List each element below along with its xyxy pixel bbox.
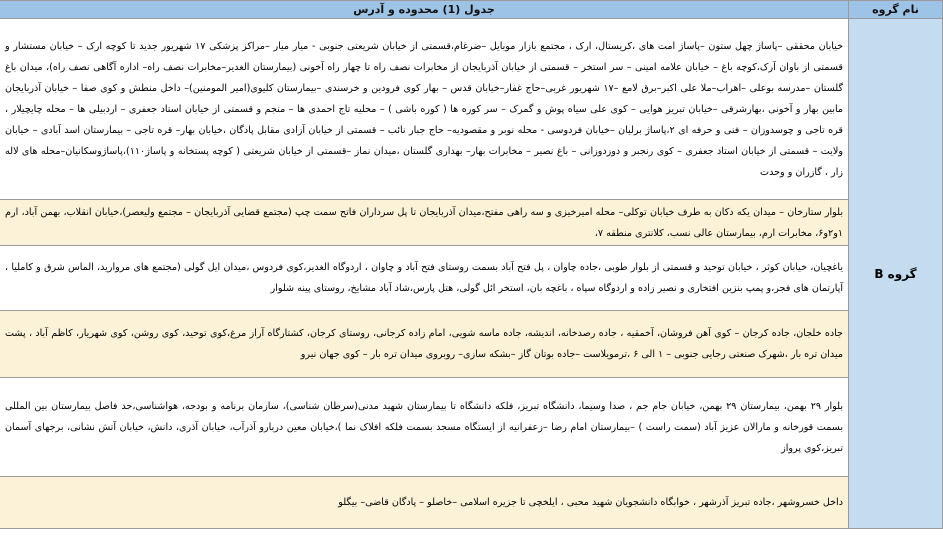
area-text: بلوار ۲۹ بهمن، بیمارستان ۲۹ بهمن، خیابان جام جم ، صدا وسیما، دانشگاه تبریز، فلکه دانشگاه تا بیمارستان شهید مدنی(سرطان شناسی)، سازمان برنامه و بودجه، هواشناسی،حد فاصل بیمارستان بین المللی بسمت قورخانه و مارالان عزیز آباد (سمت راست ) –بیمارستان امام رضا –زعفرانیه از ایستگاه مسجد بسمت فلکه افلاک نما )،خیابان معین دربارو آذرآب، خیابان آذری، دانش، خیابان آتش نشانی، برجهای آسمان تبریز،کوی پرواز [5, 400, 843, 454]
group-name-cell [849, 19, 943, 529]
area-cell [0, 378, 849, 477]
area-cell [0, 477, 849, 529]
area-text: داخل خسروشهر ،جاده تبریز آذرشهر ، خوابگاه دانشجویان شهید محبی ، ایلخچی تا جزیره اسلامی –خاصلو – پادگان قاضی– بیگلو [338, 497, 843, 508]
header-row [0, 1, 943, 19]
area-cell [0, 19, 849, 200]
area-cell [0, 246, 849, 311]
table-row [0, 378, 943, 477]
area-cell [0, 200, 849, 246]
group-name: گروه B [874, 266, 917, 281]
area-column-header: جدول (1) محدوده و آدرس [0, 1, 849, 19]
table-row [0, 477, 943, 529]
table-row [0, 200, 943, 246]
area-text: بلوار ستارخان – میدان یکه دکان به طرف خیابان توکلی– محله امیرخیزی و سه راهی مفتح،میدان آذربایجان تا پل سرداران فاتح سمت چپ (مجتمع قضایی آذربایجان – مجتمع ولیعصر)،خیابان انقلاب، بهمن آباد، ارم ۱و۲و۶، مخابرات ارم، بیمارستان عالی نسب، کلانتری منطقه ۷، [5, 206, 843, 239]
group-column-header: نام گروه [849, 1, 943, 19]
table-row [0, 246, 943, 311]
table-row [0, 311, 943, 378]
area-cell [0, 311, 849, 378]
area-text: جاده خلجان، جاده کرجان – کوی آهن فروشان، آخمقیه ، جاده رصدخانه، اندیشه، جاده ماسه شویی، امام زاده کرجانی، روستای کرجان، کشتارگاه آراز مرغ،کوی توحید، کوی روشن، کوی شهریار، کاظم آباد ، پشت میدان تره بار ،شهرک صنعتی رجایی جنوبی – ۱ الی ۶ ،ترمویلاست –جاده بوتان گاز –بشکه سازی– روبروی میدان تره بار – کوی جهان نیرو [5, 328, 843, 360]
area-text: یاغچیان، خیابان کوثر ، خیابان توحید و قسمتی از بلوار طوبی ،جاده چاوان ، پل فتح آباد بسمت روستای فتح آباد و چاوان ، اردوگاه الغدیر،کوی فردوس ،میدان ایل گولی (مجتمع های مروارید، الماس شرق و کاملیا ، آپارتمان های فجر،و پمپ بنزین افتخاری و نصیر زاده و اردوگاه سپاه ، باغچه بان، استخر ائل گولی، هتل پارس،شاد آباد مشایخ، روستای پینه شلوار [5, 262, 843, 294]
table-row [0, 19, 943, 200]
area-text: خیابان محققی –پاساژ چهل ستون –پاساژ امت های ،کریستال، ارک ، مجتمع بازار موبایل –ضرغام،قسمتی از خیابان شریعتی جنوبی - میار میار –مراکز پزشکی ۱۷ شهریور جدید تا کوچه ارک – خیابان مستشار و قسمتی از باوان آرک،کوچه باغ – خیابان علامه امینی – سر استخر – قسمتی از خیابان آذربایجان از مخابرات نصف راه تا چهار راه آخونی (بیمارستان الغدیر–مخابرات نصف راه– اداره آگاهی نصف راه)، میدان باغ گلستان –مدرسه بوعلی –اهراب–ملا علی اکبر–برق لامع –۱۷ شهریور غربی–حاج غفار–خیابان قدس – بهار کوی فرودین و خرسندی –بیمارستان کلیوی(امیر المومنین)– داخل منطش و کوی صفا – خیابان آذربایجان مابین بهار و آخونی ،بهارشرقی –خیابان تبریز هوایی – کوی علی سیاه پوش و گمرک – سر کوره ها ( کوره باشی ) – محلیه تاج احمدی ها – منجم و قسمتی از خیابان استاد جعفری – اردبیلی ها – محله چایچیلار ، قره تاجی و چوسدوزان – فنی و حرفه ای ۲،پاساژ برلیان –خیابان فردوسی - محله نوبر و مقصودیه– حاج جبار نائب – قسمتی از خیابان آزادی مقابل پادگان ،خیابان بهار– قره تاجی – بیمارستان اسد آبادی – خیابان ولایت – قسمتی از خیابان استاد جعفری – کوی رنجبر و دوزدوزانی – باغ نصیر – مخابرات بهار– بهداری گلستان ،میدان نماز –قسمتی از خیابان شریعتی ( کوچه پستخانه و پاساژ۱۱۰)،پاساژوسکانیان–محله های لاله زار ، گازران و وحدت [5, 40, 844, 178]
